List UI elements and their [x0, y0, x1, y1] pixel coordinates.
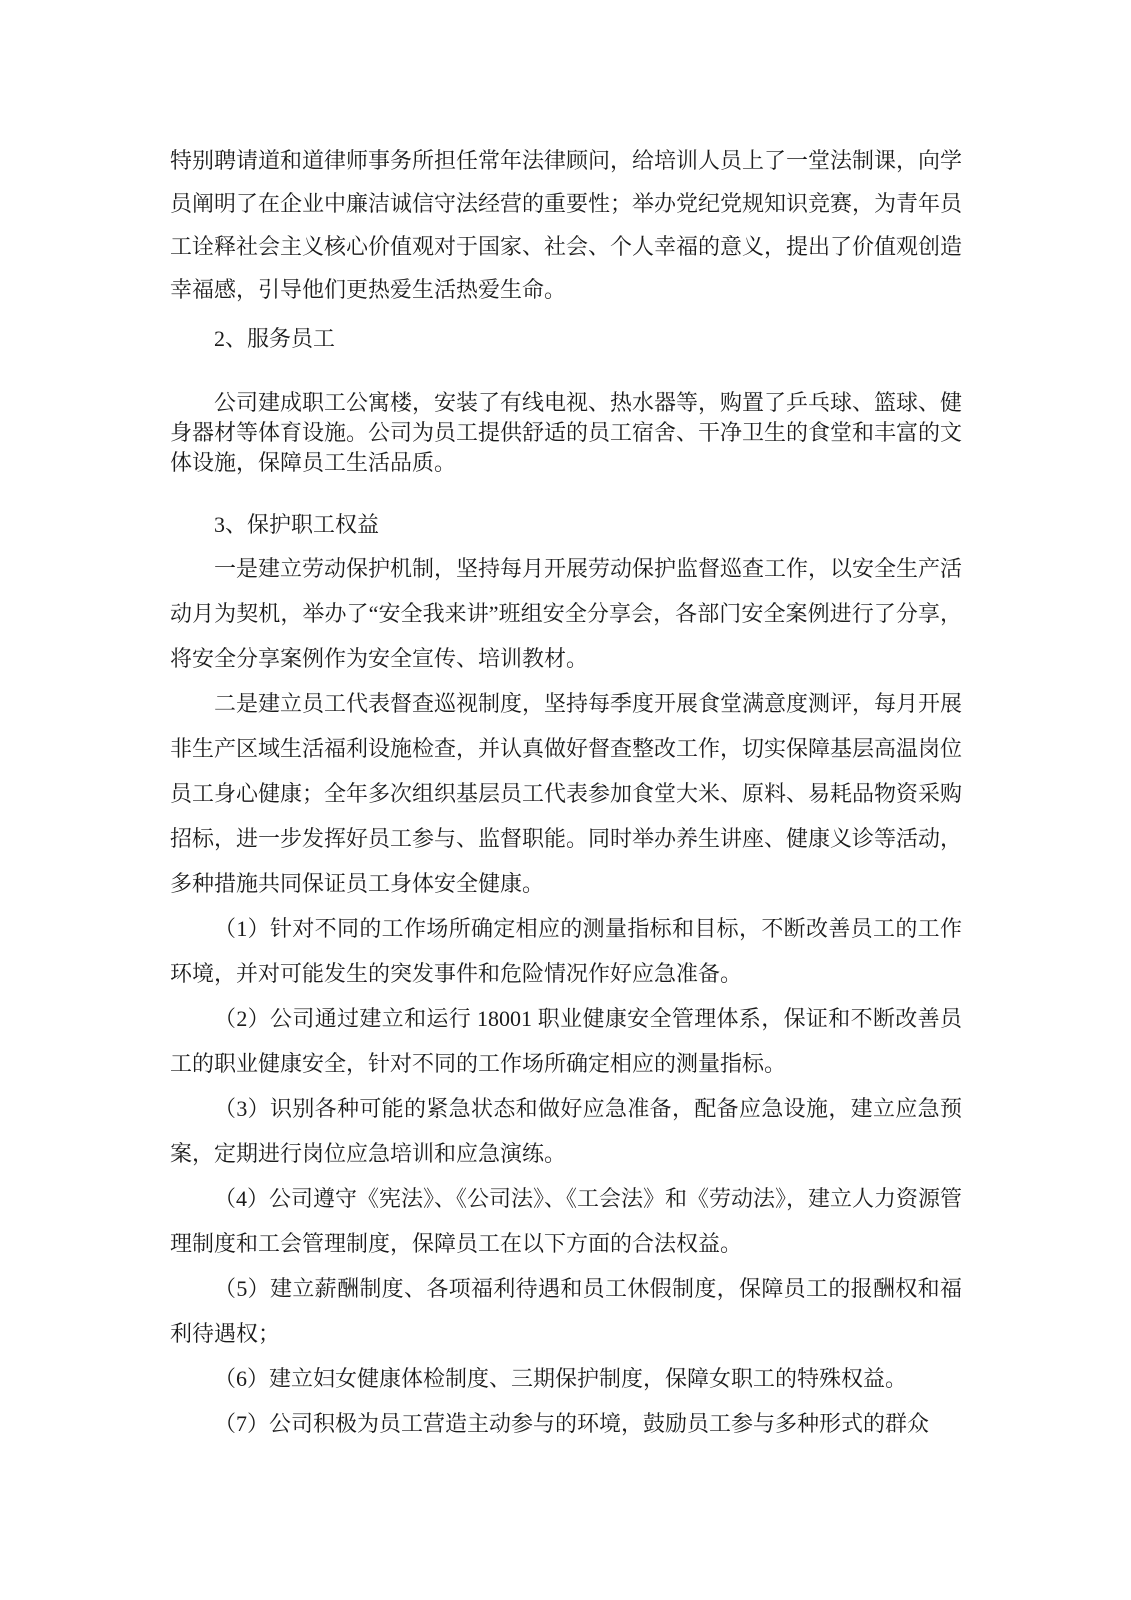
- list-item-1: （1）针对不同的工作场所确定相应的测量指标和目标，不断改善员工的工作环境，并对可能发生的突发事件和危险情况作好应急准备。: [170, 916, 962, 986]
- list-item-5: （5）建立薪酬制度、各项福利待遇和员工休假制度，保障员工的报酬权和福利待遇权；: [170, 1276, 962, 1346]
- list-item-4: （4）公司遵守《宪法》、《公司法》、《工会法》和《劳动法》，建立人力资源管理制度和工会管理制度，保障员工在以下方面的合法权益。: [170, 1186, 963, 1256]
- paragraph-employee-representative-inspection: 二是建立员工代表督查巡视制度，坚持每季度开展食堂满意度测评，每月开展非生产区域生活福利设施检查，并认真做好督查整改工作，切实保障基层高温岗位员工身心健康；全年多次组织基层员工代表参加食堂大米、原料、易耗品物资采购招标，进一步发挥好员工参与、监督职能。同时举办养生讲座、健康义诊等活动，多种措施共同保证员工身体安全健康。: [170, 691, 963, 896]
- paragraph-legal-training-continuation: 特别聘请道和道律师事务所担任常年法律顾问，给培训人员上了一堂法制课，向学员阐明了在企业中廉洁诚信守法经营的重要性；举办党纪党规知识竞赛，为青年员工诠释社会主义核心价值观对于国家、社会、个人幸福的意义，提出了价值观创造幸福感，引导他们更热爱生活热爱生命。: [170, 148, 963, 302]
- list-item-7: （7）公司积极为员工营造主动参与的环境，鼓励员工参与多种形式的群众: [214, 1411, 930, 1436]
- list-item-6: （6）建立妇女健康体检制度、三期保护制度，保障女职工的特殊权益。: [214, 1366, 908, 1391]
- section-heading-protect-rights: 3、保护职工权益: [214, 512, 380, 537]
- list-item-2: （2）公司通过建立和运行 18001 职业健康安全管理体系，保证和不断改善员工的职业健康安全，针对不同的工作场所确定相应的测量指标。: [170, 1006, 962, 1076]
- paragraph-labor-protection: 一是建立劳动保护机制，坚持每月开展劳动保护监督巡查工作，以安全生产活动月为契机，举办了“安全我来讲”班组安全分享会，各部门安全案例进行了分享，将安全分享案例作为安全宣传、培训教材。: [170, 556, 963, 671]
- paragraph-employee-facilities: 公司建成职工公寓楼，安装了有线电视、热水器等，购置了乒乓球、篮球、健身器材等体育设施。公司为员工提供舒适的员工宿舍、干净卫生的食堂和丰富的文体设施，保障员工生活品质。: [170, 390, 963, 475]
- section-heading-serve-employees: 2、服务员工: [214, 326, 336, 351]
- list-item-3: （3）识别各种可能的紧急状态和做好应急准备，配备应急设施，建立应急预案，定期进行岗位应急培训和应急演练。: [170, 1096, 962, 1166]
